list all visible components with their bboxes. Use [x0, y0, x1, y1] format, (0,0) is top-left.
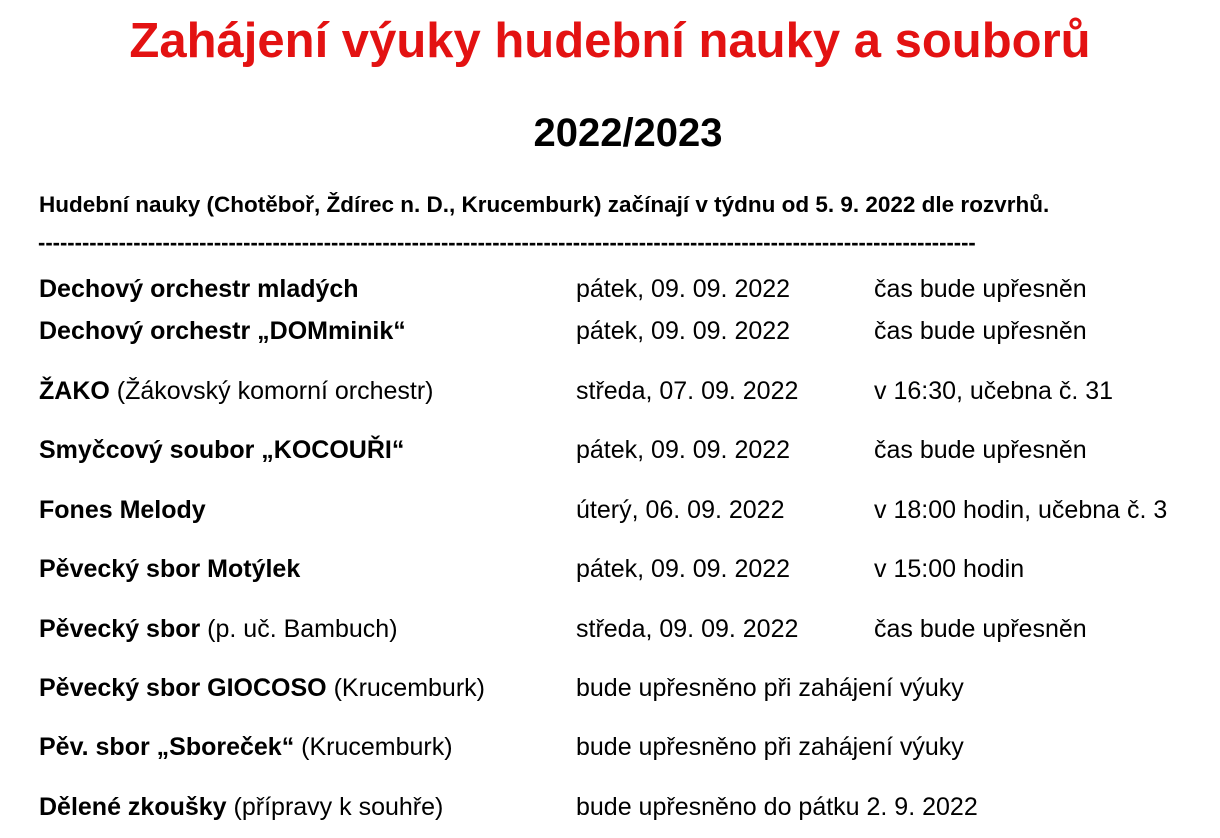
ensemble-name: Pěvecký sbor Motýlek — [39, 555, 301, 583]
ensemble-name: Dechový orchestr „DOMminik“ — [39, 317, 406, 345]
start-time: v 15:00 hodin — [874, 555, 1025, 583]
start-time: čas bude upřesněn — [874, 317, 1087, 345]
schedule-row — [0, 790, 1220, 824]
start-date: pátek, 09. 09. 2022 — [576, 275, 791, 303]
start-date: bude upřesněno při zahájení výuky — [576, 674, 964, 702]
ensemble-name: Pěv. sbor „Sboreček“ (Krucemburk) — [39, 733, 453, 761]
start-date: bude upřesněno do pátku 2. 9. 2022 — [576, 793, 978, 821]
start-time: v 18:00 hodin, učebna č. 3 — [874, 496, 1168, 524]
ensemble-name: Fones Melody — [39, 496, 206, 524]
start-time: čas bude upřesněn — [874, 275, 1087, 303]
ensemble-name: Pěvecký sbor GIOCOSO (Krucemburk) — [39, 674, 485, 702]
start-time: čas bude upřesněn — [874, 615, 1087, 643]
ensemble-name: ŽAKO (Žákovský komorní orchestr) — [39, 377, 434, 405]
schedule-row — [0, 612, 1220, 646]
schedule-row — [0, 552, 1220, 586]
start-time: v 16:30, učebna č. 31 — [874, 377, 1114, 405]
schedule-row — [0, 272, 1220, 306]
start-date: středa, 07. 09. 2022 — [576, 377, 799, 405]
start-date: pátek, 09. 09. 2022 — [576, 555, 791, 583]
page-title: Zahájení výuky hudební nauky a souborů — [129, 14, 1091, 68]
start-time: čas bude upřesněn — [874, 436, 1087, 464]
schedule-row — [0, 374, 1220, 408]
start-date: středa, 09. 09. 2022 — [576, 615, 799, 643]
schedule-row — [0, 671, 1220, 705]
ensemble-name: Dělené zkoušky (přípravy k souhře) — [39, 793, 444, 821]
school-year: 2022/2023 — [533, 111, 723, 155]
dashed-divider: -------------------------------------------------------------------------------------------------------------------------------- — [38, 230, 976, 255]
schedule-row — [0, 433, 1220, 467]
start-date: pátek, 09. 09. 2022 — [576, 317, 791, 345]
ensemble-name: Pěvecký sbor (p. uč. Bambuch) — [39, 615, 398, 643]
ensemble-name: Smyčcový soubor „KOCOUŘI“ — [39, 436, 405, 464]
schedule-row — [0, 730, 1220, 764]
start-date: úterý, 06. 09. 2022 — [576, 496, 785, 524]
intro-text: Hudební nauky (Chotěboř, Ždírec n. D., Krucemburk) začínají v týdnu od 5. 9. 2022 dle rozvrhů. — [39, 192, 1050, 217]
start-date: pátek, 09. 09. 2022 — [576, 436, 791, 464]
start-date: bude upřesněno při zahájení výuky — [576, 733, 964, 761]
schedule-row — [0, 314, 1220, 348]
schedule-row — [0, 493, 1220, 527]
ensemble-name: Dechový orchestr mladých — [39, 275, 359, 303]
